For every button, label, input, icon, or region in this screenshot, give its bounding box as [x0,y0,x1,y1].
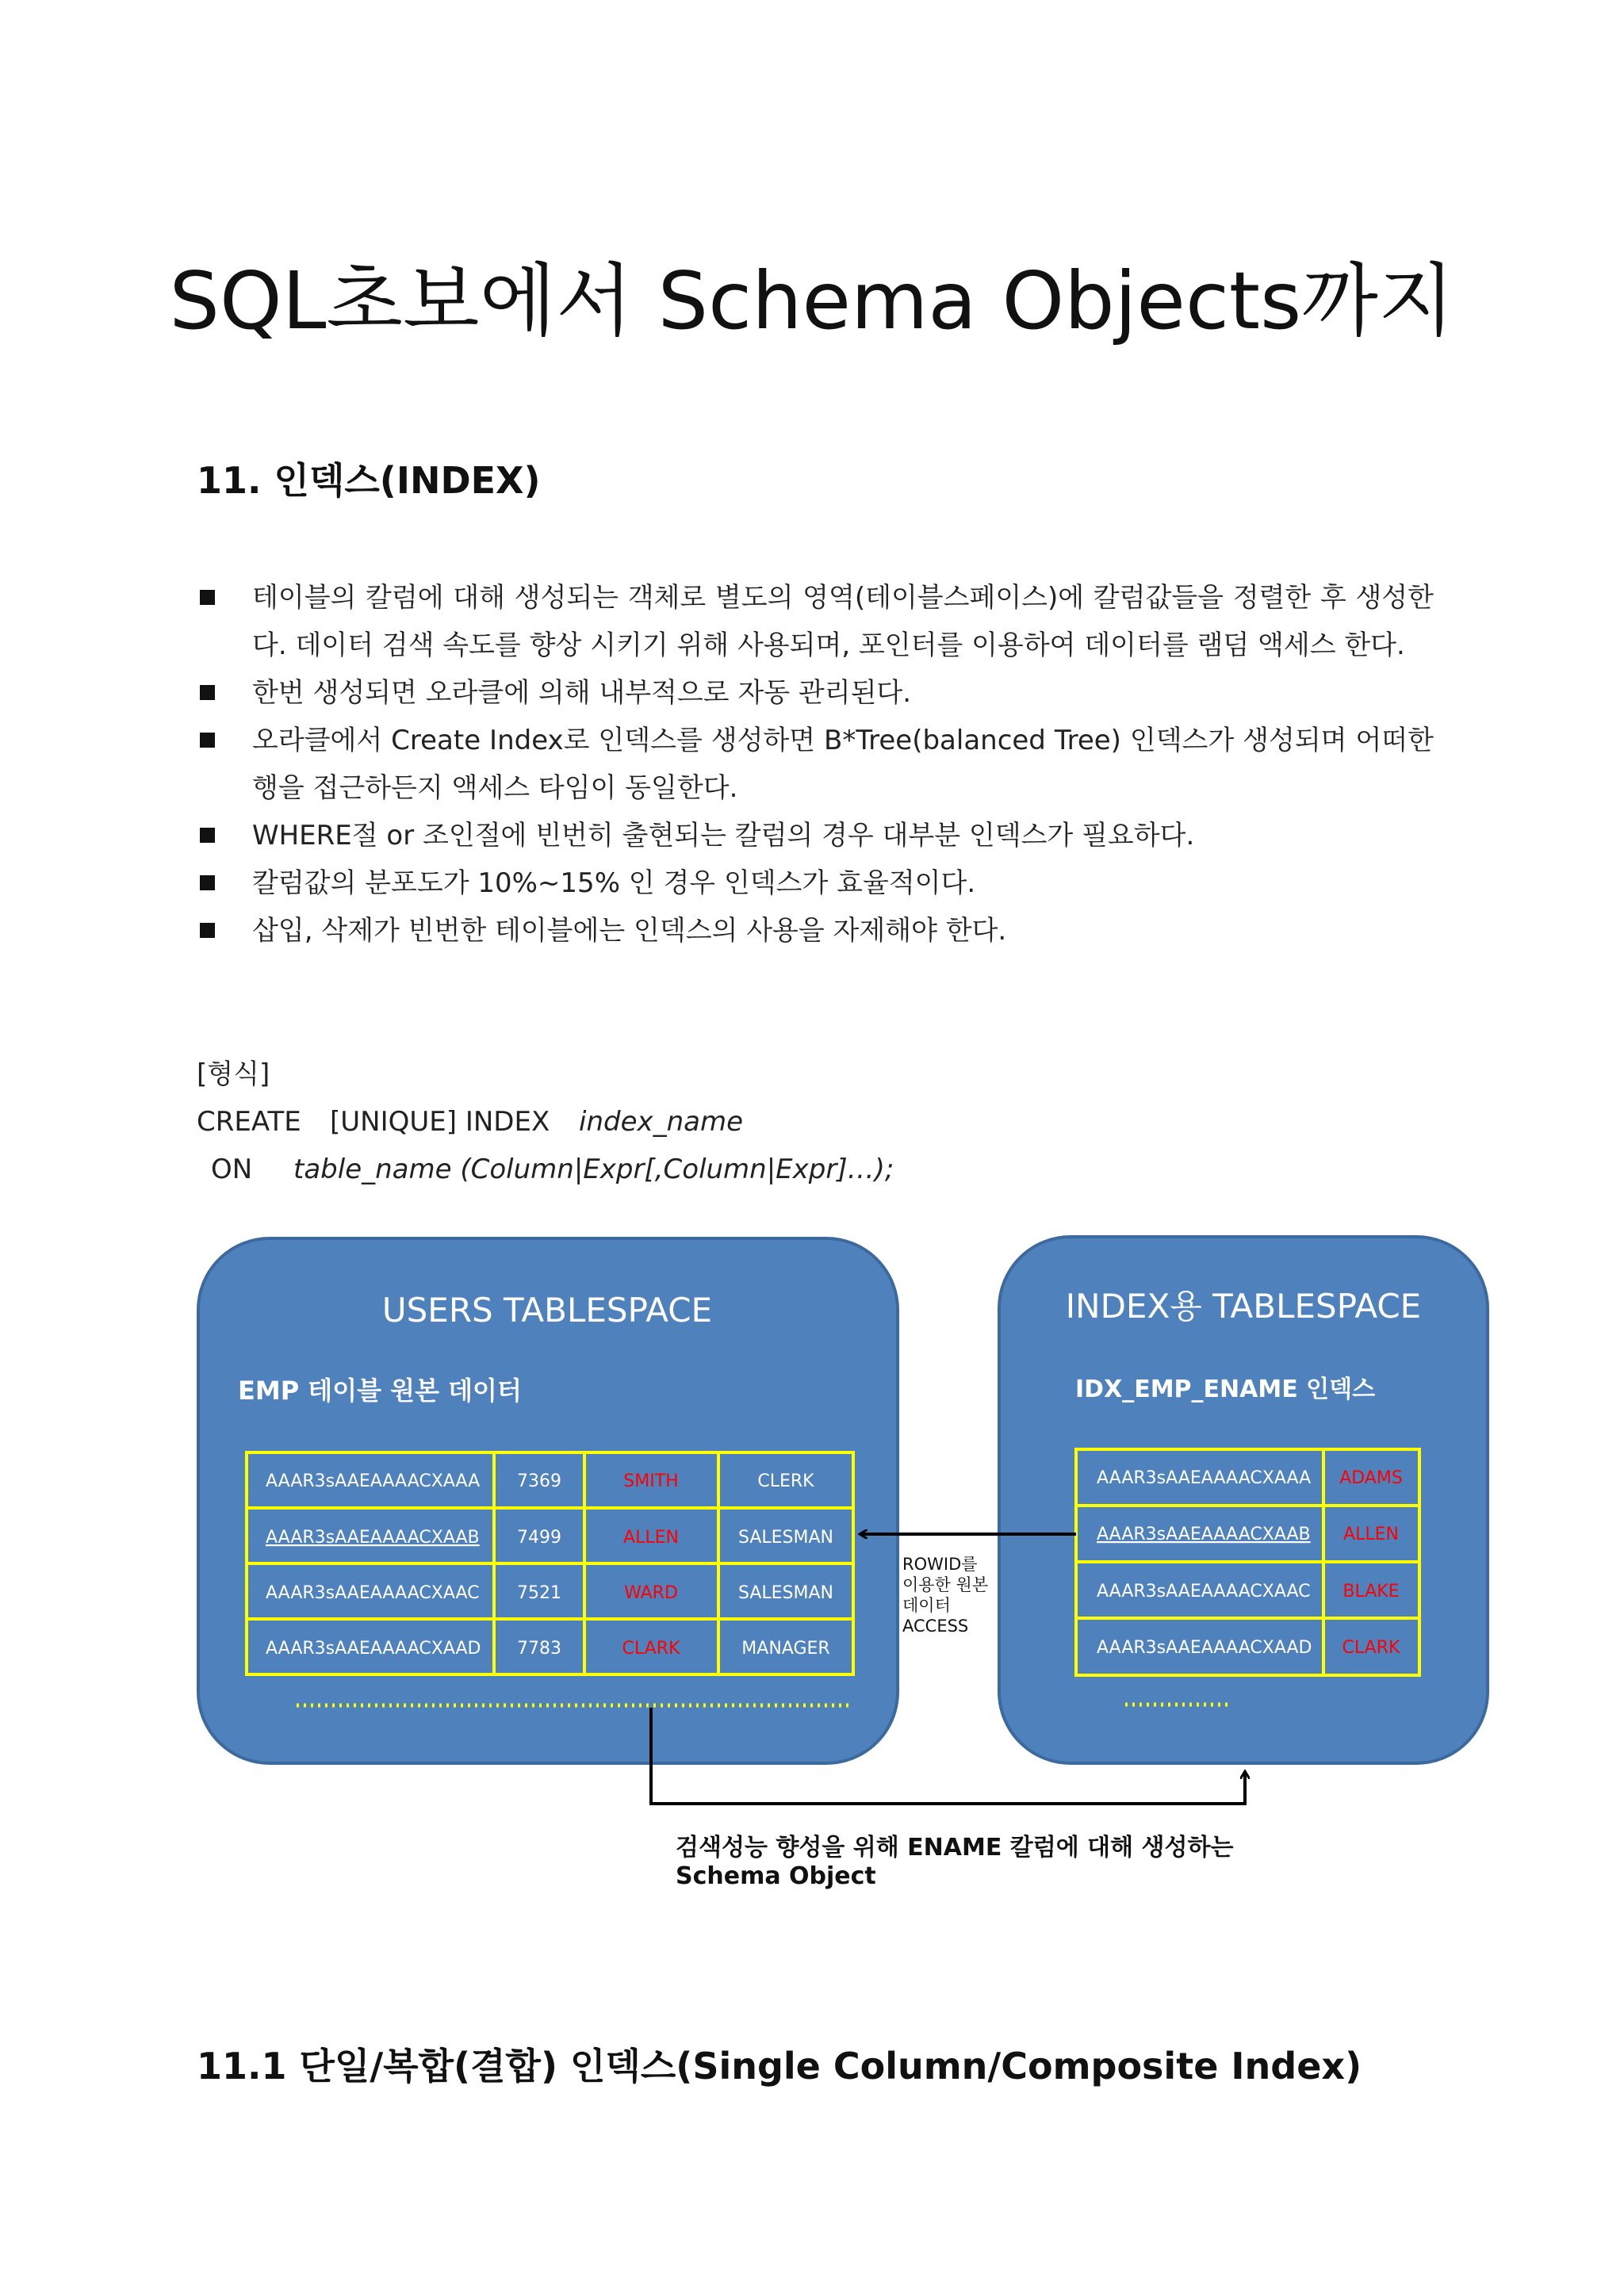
syntax-unique-index: [UNIQUE] INDEX [330,1106,550,1138]
users-tablespace-title: USERS TABLESPACE [381,1291,713,1330]
index-cell: ADAMS [1339,1468,1403,1488]
subsection-heading: 11.1 단일/복합(결합) 인덱스(Single Column/Composite Index) [197,2045,1362,2087]
syntax-block [197,1050,894,1193]
table-cell: CLERK [757,1471,814,1491]
bullet-item: 한번 생성되면 오라클에 의해 내부적으로 자동 관리된다. [197,669,1434,717]
table-cell: SALESMAN [737,1528,834,1548]
svg-text:데이터: 데이터 [902,1596,951,1615]
syntax-create-line [197,1098,744,1146]
table-cell: 7369 [517,1471,561,1491]
table-cell: AAAR3sAAEAAAACXAAB [266,1528,480,1548]
diagram-caption-line2: Schema Object [676,1862,876,1890]
table-cell: 7521 [517,1583,561,1603]
bullet-list [197,574,1434,955]
svg-text:이용한 원본: 이용한 원본 [902,1575,989,1594]
users-table-subtitle: EMP 테이블 원본 데이터 [238,1376,522,1406]
index-cell: BLAKE [1342,1582,1400,1601]
bullet-item: 테이블의 칼럼에 대해 생성되는 객체로 별도의 영역(테이블스페이스)에 칼럼값들을 정렬한 후 생성한다. 데이터 검색 속도를 향상 시키기 위해 사용되며, 포인터를 이용하여 데이터를 램덤 액세스 한다. [197,574,1434,669]
syntax-table-name: table_name [293,1154,452,1185]
index-tablespace-title: INDEX용 TABLESPACE [1065,1287,1422,1326]
table-cell: SMITH [623,1471,679,1491]
table-cell: WARD [624,1583,678,1603]
index-cell: ALLEN [1343,1525,1399,1544]
table-cell: CLARK [622,1639,680,1659]
table-cell: AAAR3sAAEAAAACXAAA [266,1471,481,1491]
syntax-index-name: index_name [579,1106,744,1138]
emp-table [247,1452,853,1674]
section-heading: 11. 인덱스(INDEX) [197,459,541,502]
svg-text:ACCESS: ACCESS [902,1617,969,1636]
index-cell: CLARK [1342,1638,1400,1658]
index-table [1076,1449,1419,1675]
syntax-on: ON [211,1154,253,1185]
svg-text:ROWID를: ROWID를 [902,1555,978,1574]
index-cell: AAAR3sAAEAAAACXAAA [1097,1468,1312,1488]
bullet-item: 오라클에서 Create Index로 인덱스를 생성하면 B*Tree(balanced Tree) 인덱스가 생성되며 어떠한 행을 접근하든지 액세스 타임이 동일한다. [197,717,1434,812]
index-cell: AAAR3sAAEAAAACXAAC [1097,1582,1311,1601]
page-title: SQL초보에서 Schema Objects까지 [169,254,1455,347]
syntax-on-line [197,1146,894,1193]
table-cell: SALESMAN [737,1583,834,1603]
table-cell: 7499 [517,1528,561,1548]
bullet-item: 칼럼값의 분포도가 10%~15% 인 경우 인덱스가 효율적이다. [197,859,1434,907]
table-cell: MANAGER [741,1639,830,1659]
table-cell: 7783 [517,1639,561,1659]
table-cell: ALLEN [623,1528,679,1548]
syntax-create: CREATE [197,1106,301,1138]
bullet-item: 삽입, 삭제가 빈번한 테이블에는 인덱스의 사용을 자제해야 한다. [197,907,1434,955]
syntax-label: [형식] [197,1058,270,1090]
index-subtitle: IDX_EMP_ENAME 인덱스 [1075,1376,1376,1403]
bullet-item: WHERE절 or 조인절에 빈번히 출현되는 칼럼의 경우 대부분 인덱스가 필요하다. [197,812,1434,859]
syntax-columns: (Column|Expr[,Column|Expr]…); [460,1154,894,1185]
rowid-note [902,1555,988,1636]
index-cell: AAAR3sAAEAAAACXAAD [1097,1638,1312,1658]
index-cell: AAAR3sAAEAAAACXAAB [1097,1525,1311,1544]
index-diagram [0,1221,1624,1903]
diagram-caption-line1: 검색성능 향성을 위해 ENAME 칼럼에 대해 생성하는 [676,1834,1234,1862]
table-cell: AAAR3sAAEAAAACXAAD [266,1639,481,1659]
table-cell: AAAR3sAAEAAAACXAAC [266,1583,480,1603]
